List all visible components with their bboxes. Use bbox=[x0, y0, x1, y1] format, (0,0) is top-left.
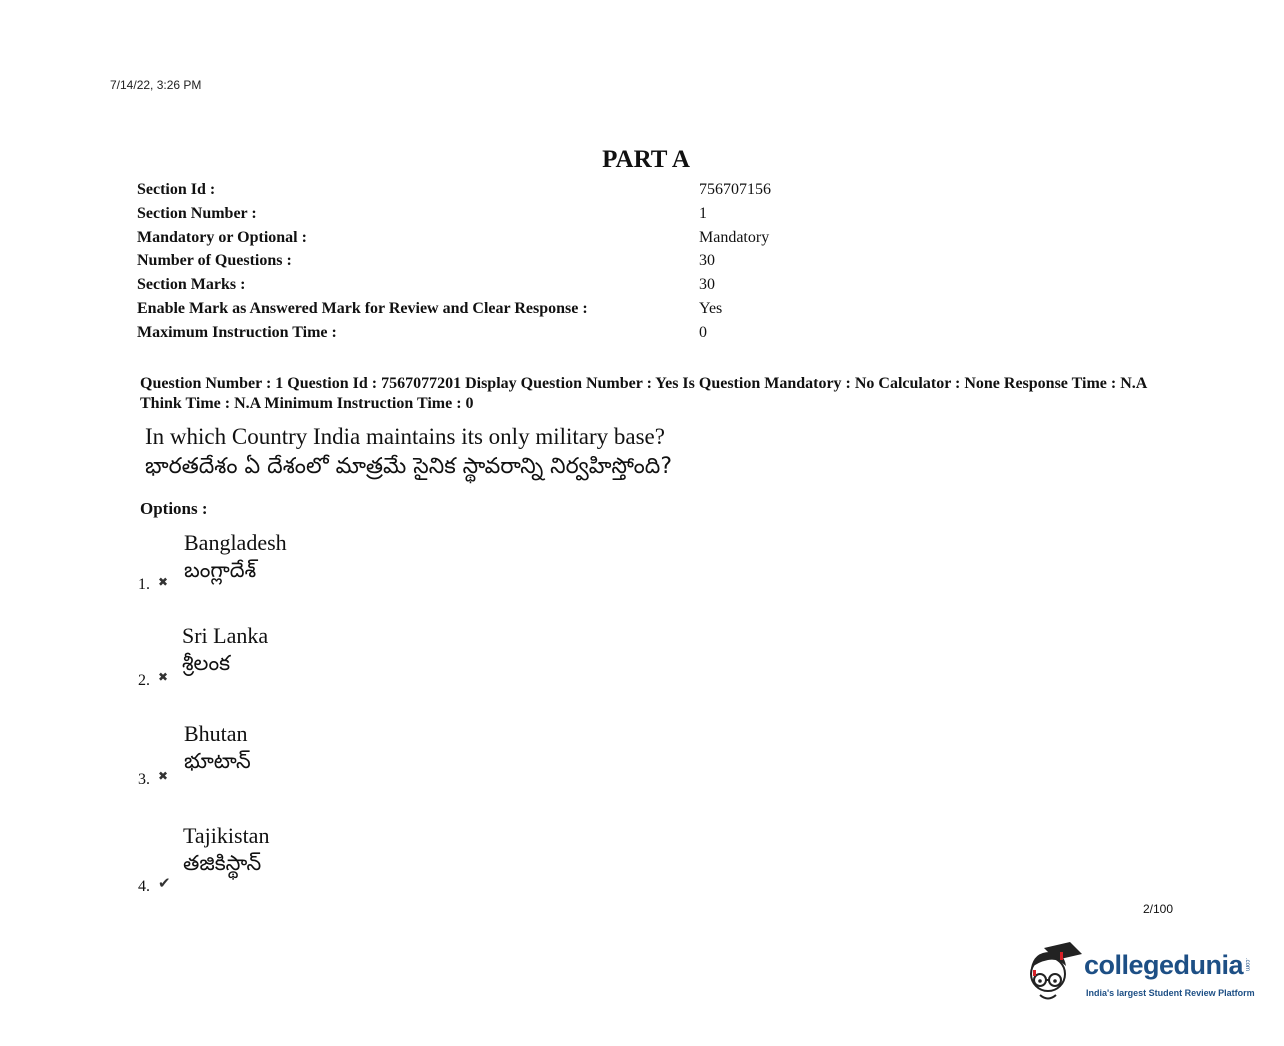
section-info-value: 0 bbox=[699, 324, 707, 341]
logo-wordmark: collegedunia bbox=[1084, 950, 1244, 980]
option-number: 4. bbox=[138, 878, 150, 895]
option-number: 3. bbox=[138, 771, 150, 788]
collegedunia-logo bbox=[1024, 940, 1264, 1010]
section-info-row bbox=[137, 300, 937, 324]
section-info-value: Mandatory bbox=[699, 229, 770, 246]
option-text-english: Sri Lanka bbox=[182, 623, 269, 648]
section-info-label: Section Marks : bbox=[137, 276, 246, 293]
section-info-value: 30 bbox=[699, 276, 715, 293]
section-info-row bbox=[137, 229, 937, 253]
cross-icon: ✖ bbox=[158, 769, 169, 783]
question-metadata: Question Number : 1 Question Id : 7567077201 Display Question Number : Yes Is Question Mandatory : No Calculator : None Response Time : N.A Think Time : N.A Minimum Instruction Time : 0 bbox=[140, 375, 1147, 412]
option-item bbox=[138, 623, 538, 713]
option-text-telugu: భూటాన్ bbox=[184, 749, 251, 773]
mascot-icon bbox=[1024, 940, 1084, 1010]
section-info-value: 30 bbox=[699, 252, 715, 269]
page-number: 2/100 bbox=[1143, 902, 1174, 916]
section-info-label: Section Id : bbox=[137, 181, 216, 198]
section-info-value: Yes bbox=[699, 300, 723, 317]
section-info-row bbox=[137, 324, 937, 348]
section-info-label: Section Number : bbox=[137, 205, 257, 222]
section-info-row bbox=[137, 276, 937, 300]
option-text-telugu: బంగ్లాదేశ్ bbox=[184, 558, 257, 582]
question-text-english: In which Country India maintains its only military base? bbox=[145, 424, 665, 449]
logo-tagline: India's largest Student Review Platform bbox=[1086, 988, 1255, 998]
section-info-label: Enable Mark as Answered Mark for Review and Clear Response : bbox=[137, 300, 588, 317]
option-item bbox=[138, 530, 538, 620]
option-text-telugu: తజికిస్థాన్ bbox=[183, 851, 262, 875]
option-text-english: Bangladesh bbox=[184, 530, 287, 555]
check-icon: ✔ bbox=[158, 874, 171, 892]
option-text-telugu: శ్రీలంక bbox=[182, 651, 231, 675]
cross-icon: ✖ bbox=[158, 575, 169, 589]
section-info-row bbox=[137, 252, 937, 276]
section-info-label: Number of Questions : bbox=[137, 252, 292, 269]
section-info-value: 1 bbox=[699, 205, 707, 222]
option-number: 2. bbox=[138, 672, 150, 689]
print-timestamp: 7/14/22, 3:26 PM bbox=[110, 78, 202, 92]
section-info-label: Mandatory or Optional : bbox=[137, 229, 307, 246]
cross-icon: ✖ bbox=[158, 670, 169, 684]
option-item bbox=[138, 721, 538, 811]
logo-dotcom: .com bbox=[1244, 958, 1250, 972]
section-info-row bbox=[137, 181, 937, 205]
option-text-english: Tajikistan bbox=[183, 823, 270, 848]
option-text-english: Bhutan bbox=[184, 721, 248, 746]
section-info-value: 756707156 bbox=[699, 181, 771, 198]
option-item bbox=[138, 823, 538, 913]
section-info-row bbox=[137, 205, 937, 229]
question-text-telugu: భారతదేశం ఏ దేశంలో మాత్రమే సైనిక స్థావరాన్ని నిర్వహిస్తోంది? bbox=[145, 454, 672, 479]
options-label: Options : bbox=[140, 499, 208, 518]
part-title: PART A bbox=[602, 146, 690, 173]
section-info-label: Maximum Instruction Time : bbox=[137, 324, 337, 341]
option-number: 1. bbox=[138, 576, 150, 593]
